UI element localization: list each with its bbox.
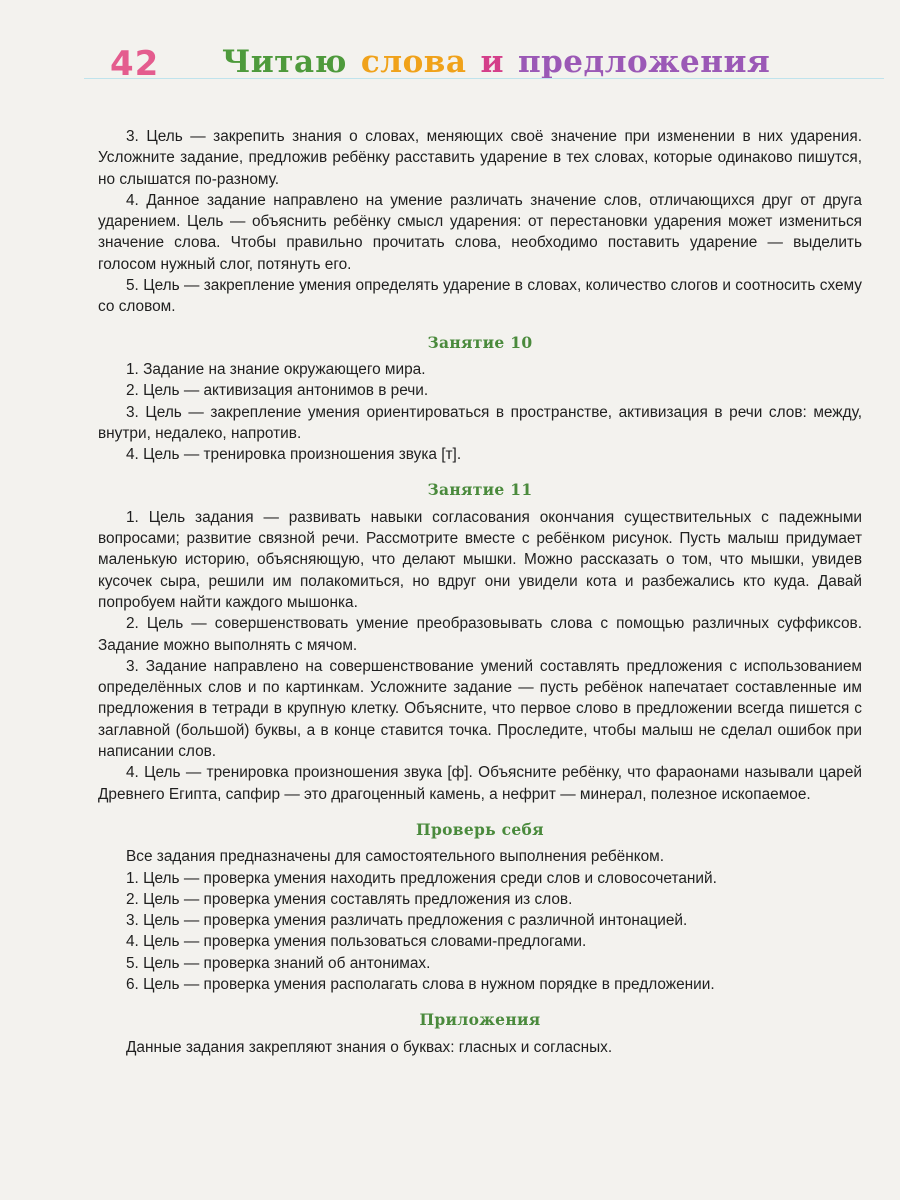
paragraph: 4. Цель — тренировка произношения звука [т]. bbox=[126, 446, 462, 464]
paragraph: 3. Цель — закрепление умения ориентироваться в пространстве, активизация в речи слов: между, внутри, недалеко, напротив. bbox=[98, 403, 862, 442]
paragraph: 4. Цель — проверка умения пользоваться словами-предлогами. bbox=[126, 933, 587, 951]
paragraph: 2. Цель — проверка умения составлять предложения из слов. bbox=[126, 890, 573, 908]
paragraph: 1. Цель — проверка умения находить предложения среди слов и словосочетаний. bbox=[126, 869, 717, 887]
paragraph: 3. Цель — закрепить знания о словах, меняющих своё значение при изменении в них ударения. Усложните задание, предложив ребёнку расставить ударение в тех словах, которые одинаково пишутся, но слышатся по-разному. bbox=[98, 128, 862, 188]
page-number: 42 bbox=[110, 44, 160, 84]
paragraph: 3. Цель — проверка умения различать предложения с различной интонацией. bbox=[126, 912, 688, 930]
paragraph: 1. Задание на знание окружающего мира. bbox=[126, 360, 426, 378]
title-word-3: и bbox=[480, 44, 504, 80]
section-heading-self-check: Проверь себя bbox=[416, 819, 544, 839]
page-header bbox=[0, 0, 900, 110]
paragraph: Все задания предназначены для самостоятельного выполнения ребёнком. bbox=[126, 848, 665, 866]
section-heading-lesson-10: Занятие 10 bbox=[427, 332, 533, 352]
paragraph: 3. Задание направлено на совершенствование умений составлять предложения с использованием определённых слов и по картинкам. Усложните задание — пусть ребёнок напечатает составленные им предложения в тетради в крупную клетку. Объясните, что первое слово в предложении всегда пишется с заглавной (большой) буквы, а в конце ставится точка. Проследите, чтобы малыш не сделал ошибок при написании слов. bbox=[98, 657, 862, 761]
paragraph: 4. Данное задание направлено на умение различать значение слов, отличающихся друг от друга ударением. Цель — объяснить ребёнку смысл ударения: от перестановки ударения может измениться значение слова. Чтобы правильно прочитать слова, необходимо поставить ударение — выделить голосом нужный слог, потянуть его. bbox=[98, 191, 862, 273]
paragraph: 5. Цель — проверка знаний об антонимах. bbox=[126, 954, 431, 972]
page-content bbox=[98, 126, 862, 1058]
title-word-4: предложения bbox=[517, 44, 771, 80]
paragraph: Данные задания закрепляют знания о буквах: гласных и согласных. bbox=[126, 1038, 613, 1056]
section-heading-appendix: Приложения bbox=[419, 1010, 541, 1030]
paragraph: 5. Цель — закрепление умения определять ударение в словах, количество слогов и соотносить схему со словом. bbox=[98, 277, 862, 316]
title-word-2: слова bbox=[360, 44, 467, 80]
section-heading-lesson-11: Занятие 11 bbox=[427, 480, 533, 500]
header-rule bbox=[84, 78, 884, 80]
paragraph: 6. Цель — проверка умения располагать слова в нужном порядке в предложении. bbox=[126, 975, 715, 993]
paragraph: 2. Цель — активизация антонимов в речи. bbox=[126, 382, 429, 400]
paragraph: 2. Цель — совершенствовать умение преобразовывать слова с помощью различных суффиксов. Задание можно выполнять с мячом. bbox=[98, 615, 862, 654]
page-title bbox=[222, 44, 784, 80]
paragraph: 1. Цель задания — развивать навыки согласования окончания существительных с падежными вопросами; развитие связной речи. Рассмотрите вместе с ребёнком рисунок. Пусть малыш придумает маленькую историю, объясняющую, что делают мышки. Можно рассказать о том, что мышки, увидев кусочек сыра, решили им полакомиться, но вдруг они увидели кота и разбежались кто куда. Давай попробуем найти каждого мышонка. bbox=[98, 508, 862, 611]
title-word-1: Читаю bbox=[222, 44, 347, 80]
paragraph: 4. Цель — тренировка произношения звука [ф]. Объясните ребёнку, что фараонами называли царей Древнего Египта, сапфир — это драгоценный камень, а нефрит — минерал, полезное ископаемое. bbox=[98, 764, 862, 803]
